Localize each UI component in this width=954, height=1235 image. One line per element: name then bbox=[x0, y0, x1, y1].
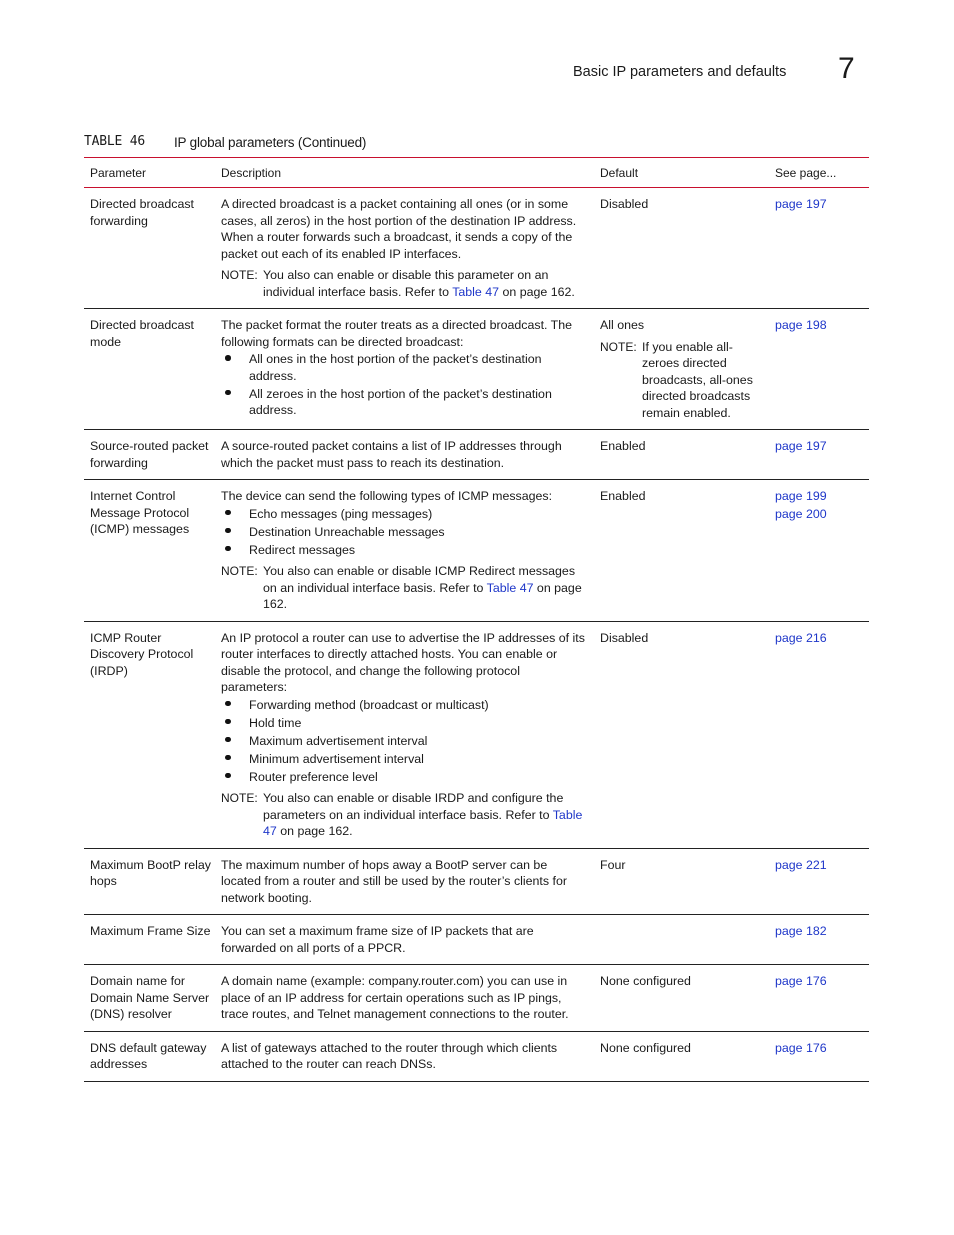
table-caption bbox=[84, 134, 367, 150]
bullet-item: Forwarding method (broadcast or multicast) bbox=[221, 697, 588, 714]
note-text-post: on page 162. bbox=[499, 284, 575, 299]
parameter-cell: DNS default gateway addresses bbox=[90, 1040, 207, 1071]
description-text: The packet format the router treats as a directed broadcast. The following formats can be directed broadcast: bbox=[221, 318, 573, 349]
table-title: IP global parameters (Continued) bbox=[174, 135, 367, 150]
see-page-cell bbox=[769, 480, 869, 621]
description-cell bbox=[215, 480, 594, 621]
note-label: NOTE: bbox=[221, 564, 258, 578]
page-link[interactable]: page 216 bbox=[775, 630, 827, 645]
page-link[interactable]: page 221 bbox=[775, 857, 827, 872]
default-value: None configured bbox=[600, 974, 691, 988]
note-label: NOTE: bbox=[600, 339, 637, 354]
note bbox=[221, 267, 588, 300]
table-row bbox=[84, 430, 869, 480]
default-cell bbox=[594, 480, 769, 621]
note-text bbox=[263, 267, 588, 300]
description-cell bbox=[215, 965, 594, 1031]
description-text: The maximum number of hops away a BootP server can be located from a router and still be used by the router’s clients for network booting. bbox=[221, 857, 567, 905]
page-link[interactable]: page 200 bbox=[775, 507, 827, 521]
column-header-parameter: Parameter bbox=[90, 165, 147, 180]
bullet-item: Echo messages (ping messages) bbox=[221, 506, 588, 523]
default-value: Disabled bbox=[600, 630, 649, 645]
note-text-post: on page 162. bbox=[263, 580, 582, 611]
page-link[interactable]: page 198 bbox=[775, 318, 827, 332]
see-page-cell bbox=[769, 309, 869, 429]
table-row bbox=[84, 309, 869, 430]
bullet-item: Redirect messages bbox=[221, 542, 588, 559]
default-cell bbox=[594, 188, 769, 308]
note-text bbox=[263, 790, 588, 840]
page-link[interactable]: page 197 bbox=[775, 197, 827, 211]
ip-global-parameters-table bbox=[84, 157, 869, 1082]
description-text: A list of gateways attached to the router through which clients attached to the router can reach DNSs. bbox=[221, 1040, 558, 1071]
default-cell bbox=[594, 1032, 769, 1081]
note bbox=[600, 339, 769, 422]
page-link[interactable]: page 182 bbox=[775, 924, 827, 938]
default-value: None configured bbox=[600, 1040, 691, 1055]
note-text-post: on page 162. bbox=[276, 824, 353, 838]
note-text-pre: You also can enable or disable IRDP and configure the parameters on an individual interface basis. Refer to bbox=[263, 791, 564, 822]
bullet-item: Router preference level bbox=[221, 769, 588, 786]
note-label: NOTE: bbox=[221, 791, 258, 805]
description-cell bbox=[215, 430, 594, 479]
description-text: An IP protocol a router can use to advertise the IP addresses of its router interfaces to directly attached hosts. You can enable or disable the protocol, and change the following protocol parameters: bbox=[221, 630, 585, 694]
see-page-cell bbox=[769, 849, 869, 915]
description-cell bbox=[215, 309, 594, 429]
default-cell bbox=[594, 622, 769, 848]
bullet-list bbox=[221, 351, 588, 419]
bullet-item: Hold time bbox=[221, 715, 588, 732]
table-47-link[interactable]: Table 47 bbox=[452, 284, 500, 299]
note-text-pre: You also can enable or disable ICMP Redirect messages on an individual interface basis. Refer to bbox=[263, 564, 576, 595]
note bbox=[221, 790, 588, 840]
bullet-item: All ones in the host portion of the packet’s destination address. bbox=[221, 351, 588, 384]
table-row bbox=[84, 915, 869, 965]
note-text: If you enable all-zeroes directed broadcasts, all-ones directed broadcasts remain enabled. bbox=[642, 339, 753, 420]
default-value: All ones bbox=[600, 318, 645, 332]
table-row bbox=[84, 965, 869, 1032]
description-text: A domain name (example: company.router.com) you can use in place of an IP address for certain operations such as IP pings, trace routes, and Telnet management connections to the router. bbox=[221, 974, 569, 1021]
page-link[interactable]: page 199 bbox=[775, 489, 827, 503]
see-page-cell bbox=[769, 1032, 869, 1081]
column-header-description: Description bbox=[221, 165, 282, 180]
description-cell bbox=[215, 622, 594, 848]
table-row bbox=[84, 849, 869, 916]
parameter-cell: Source-routed packet forwarding bbox=[90, 439, 209, 470]
description-text: The device can send the following types of ICMP messages: bbox=[221, 489, 553, 503]
default-value: Enabled bbox=[600, 489, 646, 503]
bullet-list bbox=[221, 697, 588, 786]
page-link[interactable]: page 197 bbox=[775, 439, 827, 453]
column-header-default: Default bbox=[600, 165, 639, 180]
default-cell bbox=[594, 915, 769, 964]
column-header-see-page: See page... bbox=[775, 165, 837, 180]
note bbox=[221, 563, 588, 613]
parameter-cell: Domain name for Domain Name Server (DNS) resolver bbox=[90, 974, 210, 1021]
bullet-item: Minimum advertisement interval bbox=[221, 751, 588, 768]
table-row bbox=[84, 480, 869, 622]
default-cell bbox=[594, 309, 769, 429]
description-text: You can set a maximum frame size of IP packets that are forwarded on all ports of a PPCR. bbox=[221, 924, 534, 955]
chapter-number: 7 bbox=[838, 52, 855, 85]
table-label: TABLE 46 bbox=[84, 134, 146, 149]
parameter-cell: ICMP Router Discovery Protocol (IRDP) bbox=[90, 630, 194, 678]
description-text: A source-routed packet contains a list of IP addresses through which the packet must pass to reach its destination. bbox=[221, 439, 562, 470]
description-cell bbox=[215, 849, 594, 915]
default-value: Four bbox=[600, 857, 626, 872]
description-cell bbox=[215, 188, 594, 308]
see-page-cell bbox=[769, 622, 869, 848]
bullet-item: All zeroes in the host portion of the packet’s destination address. bbox=[221, 386, 588, 419]
parameter-cell: Directed broadcast forwarding bbox=[90, 197, 194, 228]
default-value: Disabled bbox=[600, 197, 649, 211]
table-47-link[interactable]: Table 47 bbox=[486, 580, 534, 595]
parameter-cell: Internet Control Message Protocol (ICMP) messages bbox=[90, 489, 190, 536]
page-link[interactable]: page 176 bbox=[775, 974, 827, 988]
default-value: Enabled bbox=[600, 439, 646, 453]
parameter-cell: Directed broadcast mode bbox=[90, 318, 194, 349]
bullet-item: Destination Unreachable messages bbox=[221, 524, 588, 541]
table-row bbox=[84, 1032, 869, 1082]
table-47-link[interactable]: Table 47 bbox=[263, 807, 583, 838]
parameter-cell: Maximum Frame Size bbox=[90, 924, 211, 938]
note-label: NOTE: bbox=[221, 268, 258, 282]
running-header-title: Basic IP parameters and defaults bbox=[573, 64, 787, 80]
see-page-cell bbox=[769, 188, 869, 308]
description-cell bbox=[215, 1032, 594, 1081]
see-page-cell bbox=[769, 915, 869, 964]
table-row bbox=[84, 622, 869, 849]
bullet-item: Maximum advertisement interval bbox=[221, 733, 588, 750]
default-cell bbox=[594, 849, 769, 915]
table-header-row bbox=[84, 158, 869, 188]
default-cell bbox=[594, 430, 769, 479]
note-text-pre: You also can enable or disable this parameter on an individual interface basis. Refer to bbox=[263, 268, 549, 299]
default-cell bbox=[594, 965, 769, 1031]
description-cell bbox=[215, 915, 594, 964]
note-text bbox=[263, 563, 588, 613]
description-text: A directed broadcast is a packet containing all ones (or in some cases, all zeros) in the host portion of the destination IP address. When a router forwards such a broadcast, it sends a copy of the packet out each of its enabled IP interfaces. bbox=[221, 197, 577, 261]
page-link[interactable]: page 176 bbox=[775, 1040, 827, 1055]
see-page-cell bbox=[769, 965, 869, 1031]
bullet-list bbox=[221, 506, 588, 559]
parameter-cell: Maximum BootP relay hops bbox=[90, 857, 211, 888]
table-row bbox=[84, 188, 869, 309]
see-page-cell bbox=[769, 430, 869, 479]
